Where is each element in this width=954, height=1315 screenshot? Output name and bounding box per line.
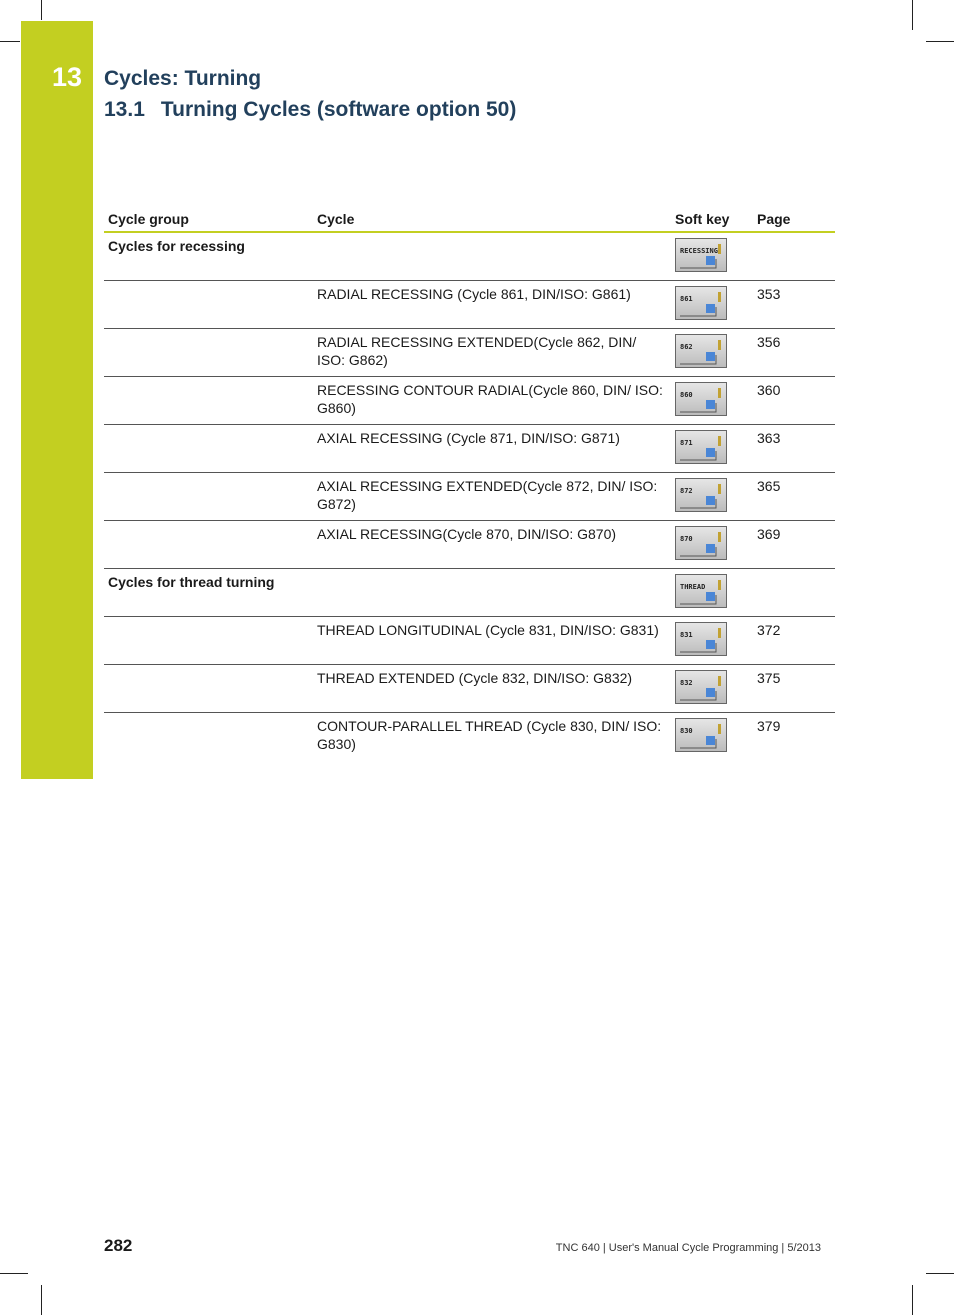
softkey-label: 870 xyxy=(680,535,693,543)
softkey-label: 862 xyxy=(680,343,693,351)
table-row xyxy=(104,329,835,377)
cell-cycle: THREAD LONGITUDINAL (Cycle 831, DIN/ISO: G831) xyxy=(313,617,671,665)
softkey-button[interactable] xyxy=(675,238,727,272)
cell-page: 379 xyxy=(757,718,781,734)
table-row xyxy=(104,713,835,761)
cell-cycle: AXIAL RECESSING EXTENDED(Cycle 872, DIN/ ISO: G872) xyxy=(313,473,671,521)
section-title xyxy=(104,98,516,122)
cell-cycle: AXIAL RECESSING(Cycle 870, DIN/ISO: G870) xyxy=(313,521,671,569)
softkey-button[interactable] xyxy=(675,718,727,752)
cell-cycle-group xyxy=(104,665,313,713)
crop-mark xyxy=(926,1273,954,1274)
table-row xyxy=(104,232,835,281)
cell-cycle xyxy=(313,232,671,281)
cell-cycle-group: Cycles for recessing xyxy=(104,232,313,281)
cell-page xyxy=(753,232,835,281)
cell-page: 375 xyxy=(753,665,835,713)
chapter-bar xyxy=(21,21,93,779)
softkey-label: RECESSING xyxy=(680,247,718,255)
chapter-number: 13 xyxy=(51,62,83,92)
softkey-button[interactable] xyxy=(675,574,727,608)
softkey-label: 831 xyxy=(680,631,693,639)
table-row xyxy=(104,377,835,425)
softkey-label: 832 xyxy=(680,679,693,687)
cell-page: 365 xyxy=(753,473,835,521)
cell-soft-key xyxy=(671,665,753,713)
table-body xyxy=(104,232,835,760)
footer-text: TNC 640 | User's Manual Cycle Programming | 5/2013 xyxy=(555,1242,821,1254)
cycle-graphic-icon xyxy=(676,623,728,657)
cell-page: 356 xyxy=(753,329,835,377)
table-row xyxy=(104,281,835,329)
cell-cycle-group xyxy=(104,521,313,569)
table-header-row xyxy=(104,207,835,232)
cell-cycle: AXIAL RECESSING (Cycle 871, DIN/ISO: G871) xyxy=(313,425,671,473)
cell-cycle: CONTOUR-PARALLEL THREAD (Cycle 830, DIN/ ISO: G830) xyxy=(317,718,662,752)
table-row xyxy=(104,617,835,665)
crop-mark xyxy=(41,1285,42,1315)
softkey-label: 830 xyxy=(680,727,693,735)
table-row xyxy=(104,569,835,617)
cell-soft-key xyxy=(671,617,753,665)
softkey-label: 860 xyxy=(680,391,693,399)
softkey-label: 861 xyxy=(680,295,693,303)
softkey-button[interactable] xyxy=(675,382,727,416)
section-name: Turning Cycles (software option 50) xyxy=(160,98,517,121)
cell-page: 353 xyxy=(753,281,835,329)
cycle-graphic-icon xyxy=(676,239,728,273)
cell-soft-key xyxy=(671,329,753,377)
table-row xyxy=(104,665,835,713)
softkey-button[interactable] xyxy=(675,526,727,560)
softkey-label: 872 xyxy=(680,487,693,495)
cell-soft-key xyxy=(671,377,753,425)
cell-soft-key xyxy=(671,569,753,617)
cell-page: 372 xyxy=(753,617,835,665)
cell-cycle-group xyxy=(104,425,313,473)
cell-cycle: RECESSING CONTOUR RADIAL(Cycle 860, DIN/ ISO: G860) xyxy=(313,377,671,425)
cycles-table xyxy=(104,207,835,760)
cell-cycle-group xyxy=(104,329,313,377)
column-header-cycle: Cycle xyxy=(313,207,671,232)
cycle-graphic-icon xyxy=(676,431,728,465)
column-header-page: Page xyxy=(753,207,835,232)
softkey-button[interactable] xyxy=(675,622,727,656)
cell-cycle-group xyxy=(104,713,313,761)
cell-page: 360 xyxy=(753,377,835,425)
cell-cycle-group: Cycles for thread turning xyxy=(104,569,313,617)
cell-cycle: RADIAL RECESSING EXTENDED(Cycle 862, DIN/ ISO: G862) xyxy=(313,329,671,377)
page-number: 282 xyxy=(104,1236,133,1255)
cycle-graphic-icon xyxy=(676,527,728,561)
crop-mark xyxy=(912,0,913,30)
crop-mark xyxy=(926,41,954,42)
softkey-button[interactable] xyxy=(675,286,727,320)
column-header-soft-key: Soft key xyxy=(671,207,753,232)
crop-mark xyxy=(912,1285,913,1315)
cycle-graphic-icon xyxy=(676,383,728,417)
table-row xyxy=(104,473,835,521)
cell-soft-key xyxy=(671,281,753,329)
cell-page xyxy=(753,569,835,617)
softkey-label: THREAD xyxy=(680,583,706,591)
cycle-graphic-icon xyxy=(676,479,728,513)
cycle-graphic-icon xyxy=(676,335,728,369)
chapter-title: Cycles: Turning xyxy=(104,67,262,90)
cell-soft-key xyxy=(671,232,753,281)
crop-mark xyxy=(0,1273,28,1274)
cell-cycle-group xyxy=(104,617,313,665)
cycle-graphic-icon xyxy=(676,575,728,609)
cell-soft-key xyxy=(671,425,753,473)
table-row xyxy=(104,521,835,569)
cell-cycle-group xyxy=(104,377,313,425)
cell-cycle xyxy=(313,569,671,617)
cell-page: 363 xyxy=(753,425,835,473)
cycle-graphic-icon xyxy=(676,719,728,753)
softkey-label: 871 xyxy=(680,439,693,447)
crop-mark xyxy=(41,0,42,20)
cell-cycle: THREAD EXTENDED (Cycle 832, DIN/ISO: G832) xyxy=(313,665,671,713)
cell-cycle-group xyxy=(104,281,313,329)
column-header-cycle-group: Cycle group xyxy=(104,207,313,232)
section-number: 13.1 xyxy=(104,98,145,121)
cell-cycle-group xyxy=(104,473,313,521)
softkey-button[interactable] xyxy=(675,334,727,368)
cell-cycle: RADIAL RECESSING (Cycle 861, DIN/ISO: G861) xyxy=(313,281,671,329)
softkey-button[interactable] xyxy=(675,478,727,512)
cycle-graphic-icon xyxy=(676,671,728,705)
cell-page: 369 xyxy=(753,521,835,569)
crop-mark xyxy=(0,41,20,42)
softkey-button[interactable] xyxy=(675,430,727,464)
cell-soft-key xyxy=(671,713,753,761)
softkey-button[interactable] xyxy=(675,670,727,704)
cell-soft-key xyxy=(671,473,753,521)
cycle-graphic-icon xyxy=(676,287,728,321)
table-row xyxy=(104,425,835,473)
cell-soft-key xyxy=(671,521,753,569)
